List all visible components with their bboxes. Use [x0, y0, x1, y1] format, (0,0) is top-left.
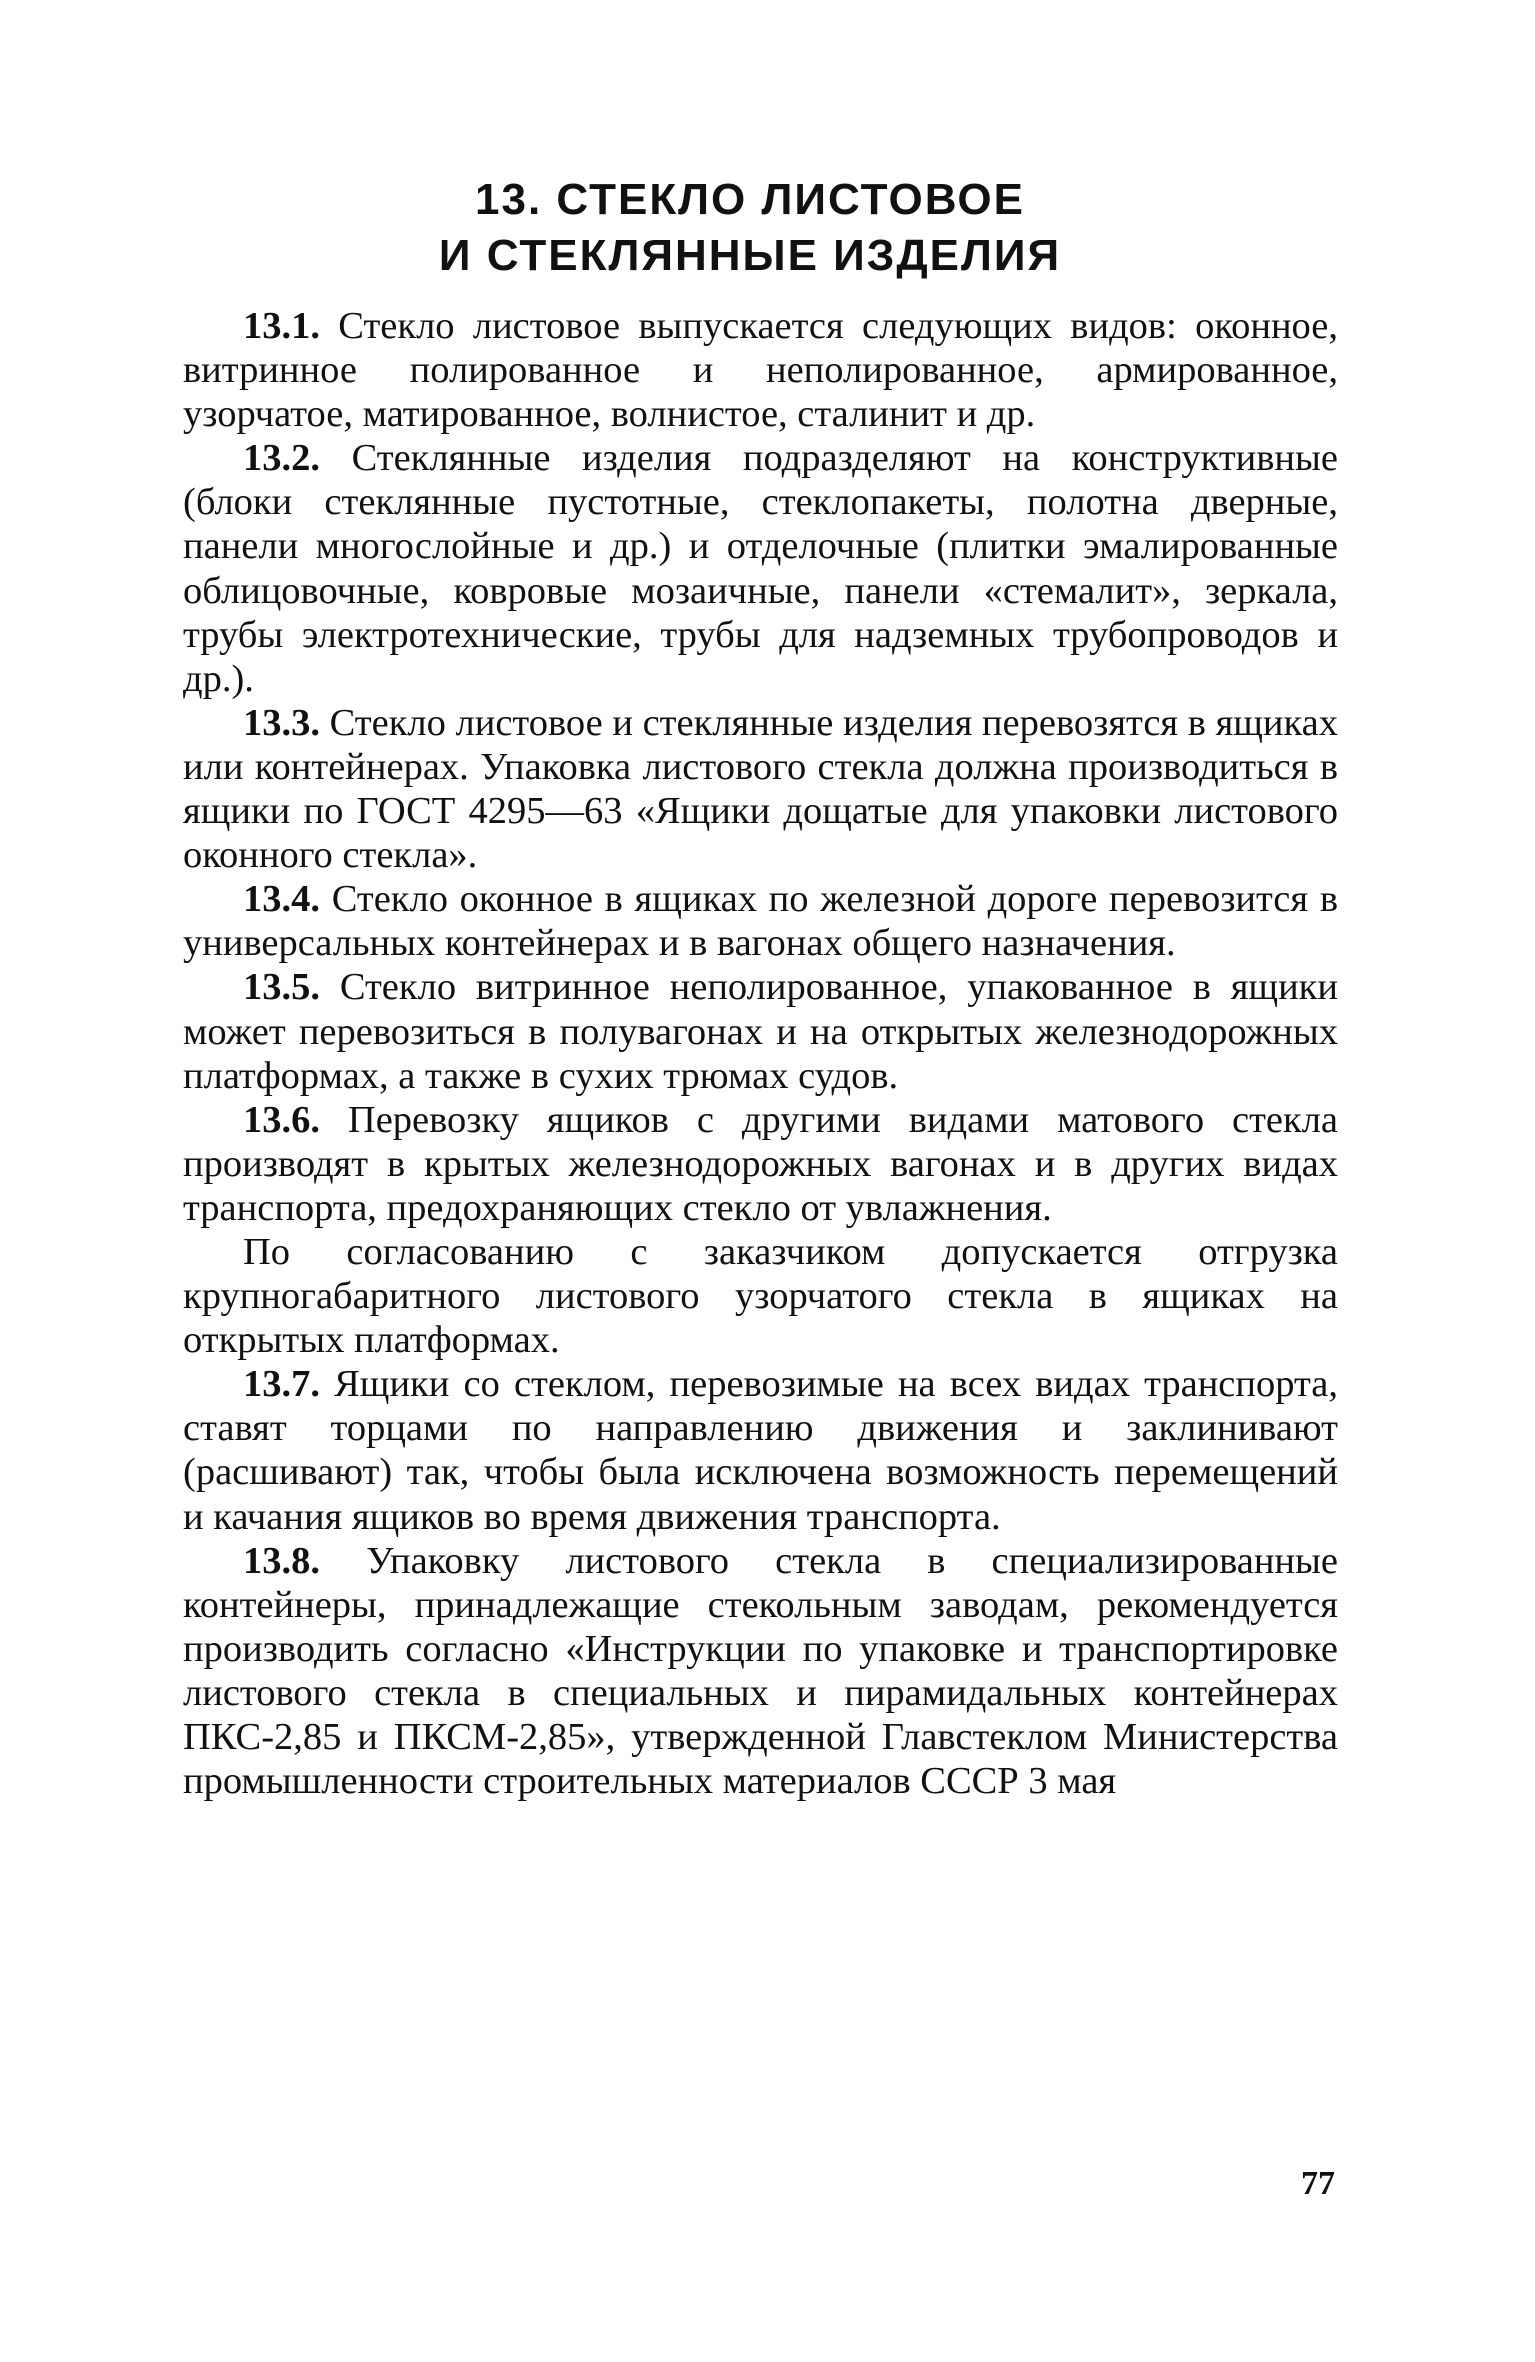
heading-line-1: 13. СТЕКЛО ЛИСТОВОЕ: [475, 175, 1025, 224]
paragraph-text: Упаковку листового стекла в специализированные контейнеры, принадлежащие стекольным заводам, рекомендуется производить согласно «Инструкции по упаковке и транспортировке листового стекла в специальных и пирамидальных контейнерах ПКС-2,85 и ПКСМ-2,85», утвержденной Главстеклом Министерства промышленности строительных материалов СССР 3 мая: [183, 1539, 1338, 1803]
paragraph-text: Стекло листовое выпускается следующих видов: оконное, витринное полированное и неполированное, армированное, узорчатое, матированное, волнистое, сталинит и др.: [183, 305, 1338, 436]
paragraph-text: Стеклянные изделия подразделяют на конструктивные (блоки стеклянные пустотные, стеклопакеты, полотна дверные, панели многослойные и др.) и отделочные (плитки эмалированные облицовочные, ковровые мозаичные, панели «стемалит», зеркала, трубы электротехнические, трубы для надземных трубопроводов и др.).: [183, 437, 1338, 700]
paragraph-text: Стекло оконное в ящиках по железной дороге перевозится в универсальных контейнерах и в вагонах общего назначения.: [183, 878, 1338, 965]
paragraph-number: 13.8.: [243, 1539, 320, 1582]
paragraph-text: Стекло витринное неполированное, упакованное в ящики может перевозиться в полувагонах и на открытых железнодорожных платформах, а также в сухих трюмах судов.: [183, 966, 1338, 1097]
heading-line-2: И СТЕКЛЯННЫЕ ИЗДЕЛИЯ: [438, 231, 1062, 280]
paragraph-13-1: [183, 304, 1338, 436]
paragraph-text: По согласованию с заказчиком допускается отгрузка крупногабаритного листового узорчатого стекла в ящиках на открытых платформах.: [183, 1230, 1338, 1362]
paragraph-13-3: [183, 701, 1338, 877]
paragraph-number: 13.7.: [243, 1363, 320, 1406]
paragraph-number: 13.1.: [243, 305, 320, 347]
paragraph-text: Стекло листовое и стеклянные изделия перевозятся в ящиках или контейнерах. Упаковка листового стекла должна производиться в ящики по ГОСТ 4295—63 «Ящики дощатые для упаковки листового оконного стекла».: [183, 701, 1338, 877]
paragraph-number: 13.6.: [243, 1098, 320, 1141]
paragraph-number: 13.3.: [243, 701, 320, 744]
paragraph-13-5: [183, 965, 1338, 1097]
body-text: [183, 304, 1338, 1803]
page-number: 77: [1301, 2165, 1335, 2202]
paragraph-number: 13.4.: [243, 878, 320, 921]
paragraph-13-6-continued: [183, 1230, 1338, 1362]
paragraph-number: 13.2.: [243, 437, 320, 480]
paragraph-13-4: [183, 877, 1338, 965]
paragraph-13-8: [183, 1539, 1338, 1804]
paragraph-text: Перевозку ящиков с другими видами матового стекла производят в крытых железнодорожных вагонах и в других видах транспорта, предохраняющих стекло от увлажнения.: [183, 1098, 1338, 1229]
paragraph-13-6: [183, 1098, 1338, 1230]
paragraph-text: Ящики со стеклом, перевозимые на всех видах транспорта, ставят торцами по направлению движения и заклинивают (расшивают) так, чтобы была исключена возможность перемещений и качания ящиков во время движения транспорта.: [183, 1363, 1338, 1538]
paragraph-13-7: [183, 1362, 1338, 1538]
paragraph-number: 13.5.: [243, 966, 320, 1009]
section-heading: [150, 172, 1350, 284]
paragraph-13-2: [183, 436, 1338, 701]
